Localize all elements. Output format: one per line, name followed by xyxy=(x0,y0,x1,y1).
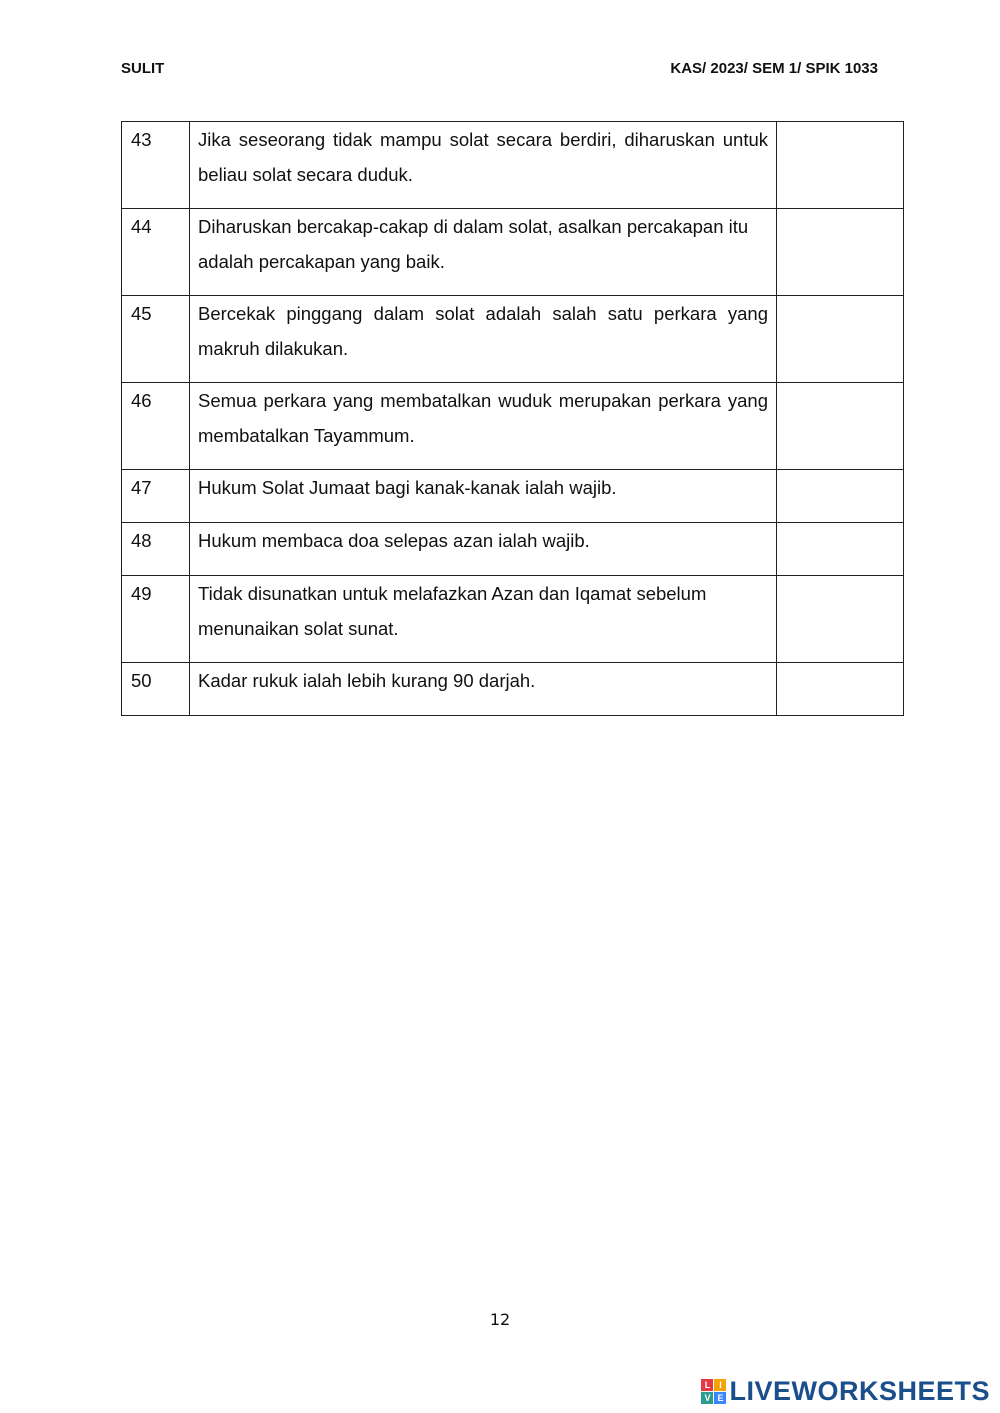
table-row xyxy=(122,470,904,523)
answer-cell[interactable] xyxy=(777,383,904,470)
question-number: 49 xyxy=(122,576,190,663)
table-row xyxy=(122,383,904,470)
question-number: 44 xyxy=(122,209,190,296)
question-number: 48 xyxy=(122,523,190,576)
table-row xyxy=(122,209,904,296)
logo-text: LIVEWORKSHEETS xyxy=(729,1376,990,1406)
question-statement: Semua perkara yang membatalkan wuduk merupakan perkara yang membatalkan Tayammum. xyxy=(190,383,777,470)
question-table xyxy=(121,121,904,716)
header-right: KAS/ 2023/ SEM 1/ SPIK 1033 xyxy=(670,60,878,77)
logo-letter: E xyxy=(714,1392,726,1404)
page-number: 12 xyxy=(489,1310,511,1329)
logo-letter: V xyxy=(701,1392,713,1404)
question-number: 46 xyxy=(122,383,190,470)
question-statement: Jika seseorang tidak mampu solat secara berdiri, diharuskan untuk beliau solat secara duduk. xyxy=(190,122,777,209)
logo-letter: L xyxy=(701,1379,713,1391)
question-number: 50 xyxy=(122,663,190,716)
answer-cell[interactable] xyxy=(777,470,904,523)
table-row xyxy=(122,523,904,576)
logo-mark-icon xyxy=(701,1379,726,1404)
answer-cell[interactable] xyxy=(777,576,904,663)
header-left: SULIT xyxy=(121,60,165,77)
question-statement: Bercekak pinggang dalam solat adalah salah satu perkara yang makruh dilakukan. xyxy=(190,296,777,383)
answer-cell[interactable] xyxy=(777,296,904,383)
liveworksheets-logo xyxy=(701,1376,990,1407)
logo-letter: I xyxy=(714,1379,726,1391)
question-statement: Hukum membaca doa selepas azan ialah wajib. xyxy=(190,523,777,576)
question-number: 43 xyxy=(122,122,190,209)
answer-cell[interactable] xyxy=(777,523,904,576)
question-statement: Kadar rukuk ialah lebih kurang 90 darjah. xyxy=(190,663,777,716)
table-row xyxy=(122,576,904,663)
answer-cell[interactable] xyxy=(777,122,904,209)
question-statement: Tidak disunatkan untuk melafazkan Azan dan Iqamat sebelum menunaikan solat sunat. xyxy=(190,576,777,663)
table-row xyxy=(122,296,904,383)
table-row xyxy=(122,663,904,716)
answer-cell[interactable] xyxy=(777,209,904,296)
question-statement: Diharuskan bercakap-cakap di dalam solat, asalkan percakapan itu adalah percakapan yang baik. xyxy=(190,209,777,296)
question-number: 45 xyxy=(122,296,190,383)
question-number: 47 xyxy=(122,470,190,523)
question-statement: Hukum Solat Jumaat bagi kanak-kanak ialah wajib. xyxy=(190,470,777,523)
table-row xyxy=(122,122,904,209)
answer-cell[interactable] xyxy=(777,663,904,716)
